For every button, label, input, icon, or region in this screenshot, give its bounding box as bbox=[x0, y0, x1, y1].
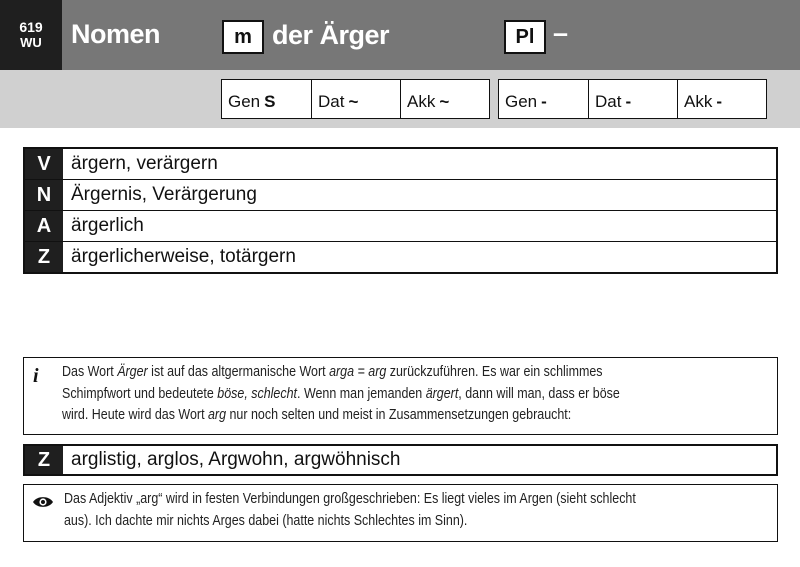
plural-box: Pl bbox=[504, 20, 546, 54]
case-table bbox=[221, 79, 767, 119]
singular-cases bbox=[221, 79, 490, 119]
info-text bbox=[62, 362, 620, 427]
case-cell: Gen - bbox=[505, 92, 547, 111]
lemma-title: der Ärger bbox=[272, 20, 390, 50]
info-line: wird. Heute wird das Wort arg nur noch selten und meist in Zusammensetzungen gebraucht: bbox=[62, 407, 572, 423]
row-letter: V bbox=[25, 149, 63, 179]
word-family-row bbox=[25, 241, 776, 272]
info-line: Schimpfwort und bedeutete böse, schlecht. Wenn man jemanden ärgert, dann will man, dass er böse bbox=[62, 385, 620, 402]
usage-line: aus). Ich dachte mir nichts Arges dabei (hatte nichts Schlechtes im Sinn). bbox=[64, 512, 468, 529]
eye-icon bbox=[32, 495, 54, 509]
plural-cases bbox=[498, 79, 767, 119]
info-icon: i bbox=[33, 365, 39, 387]
compounds-row bbox=[23, 444, 778, 476]
row-text: Ärgernis, Verärgerung bbox=[71, 184, 257, 205]
case-cell: Akk ~ bbox=[400, 80, 489, 118]
word-family-row bbox=[25, 149, 776, 179]
word-family-row bbox=[25, 179, 776, 210]
plural-value: – bbox=[553, 18, 569, 48]
word-class-label: Nomen bbox=[71, 19, 161, 49]
case-cell: Dat ~ bbox=[311, 80, 400, 118]
row-letter: A bbox=[25, 211, 63, 241]
row-text: ärgerlicherweise, totärgern bbox=[71, 246, 296, 267]
info-line: Das Wort Ärger ist auf das altgermanische Wort arga = arg zurückzuführen. Es war ein schlimmes bbox=[62, 364, 603, 380]
case-cell: Dat - bbox=[588, 80, 677, 118]
row-text: ärgerlich bbox=[71, 215, 144, 236]
gender-box: m bbox=[222, 20, 264, 54]
usage-note-text bbox=[64, 489, 636, 532]
usage-line: Das Adjektiv „arg“ wird in festen Verbindungen großgeschrieben: Es liegt vieles im Argen (sieht schlecht bbox=[64, 491, 636, 507]
case-cell: Akk - bbox=[677, 80, 766, 118]
row-letter: Z bbox=[25, 242, 63, 272]
card-code: WU bbox=[20, 35, 42, 50]
row-text: arglistig, arglos, Argwohn, argwöhnisch bbox=[71, 449, 401, 470]
word-family-row bbox=[25, 210, 776, 241]
card-number: 619 bbox=[19, 19, 43, 35]
card-number-badge bbox=[0, 0, 62, 70]
case-cell: Gen S bbox=[228, 92, 276, 111]
row-letter: N bbox=[25, 180, 63, 210]
word-family-table bbox=[23, 147, 778, 274]
info-box bbox=[23, 357, 778, 435]
row-text: ärgern, verärgern bbox=[71, 153, 218, 174]
row-letter: Z bbox=[25, 446, 63, 474]
usage-note-box bbox=[23, 484, 778, 542]
